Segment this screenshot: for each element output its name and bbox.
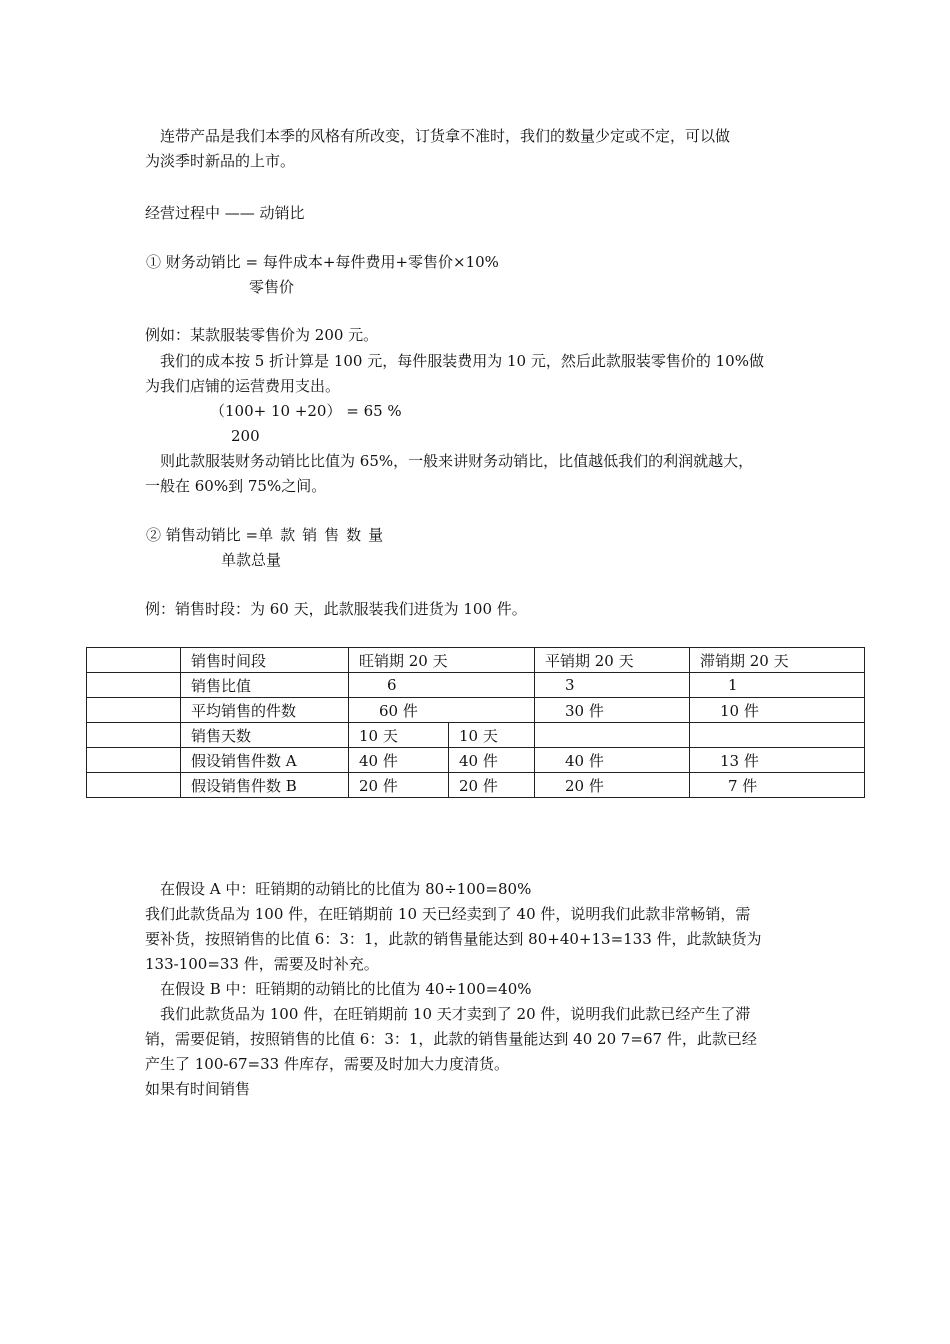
table-cell	[690, 723, 865, 748]
financial-ratio-formula-numerator: ① 财务动销比 = 每件成本+每件费用+零售价×10%	[146, 253, 499, 271]
table-row	[87, 773, 865, 798]
sales-ratio-formula-numerator	[146, 523, 390, 548]
example-1-calc-numerator: （100+ 10 +20） = 65 %	[210, 402, 402, 420]
table-cell	[87, 748, 181, 773]
intro-paragraph-line-1: 连带产品是我们本季的风格有所改变，订货拿不准时，我们的数量少定或不定，可以做	[160, 127, 731, 145]
table-row	[87, 723, 865, 748]
table-cell: 20 件	[349, 773, 449, 798]
table-cell: 3	[535, 673, 690, 698]
table-cell: 7 件	[690, 773, 865, 798]
table-cell	[535, 723, 690, 748]
table-cell: 平均销售的件数	[181, 698, 349, 723]
example-1-line-5: 一般在 60%到 75%之间。	[145, 477, 327, 495]
table-cell: 销售比值	[181, 673, 349, 698]
table-cell	[87, 773, 181, 798]
sales-ratio-formula-prefix: ② 销售动销比 =	[146, 526, 259, 544]
example-1-line-2: 我们的成本按 5 折计算是 100 元，每件服装费用为 10 元，然后此款服装零售价的 10%做	[160, 352, 764, 370]
section-heading: 经营过程中 —— 动销比	[145, 204, 305, 222]
financial-ratio-formula-denominator: 零售价	[249, 278, 295, 296]
analysis-line-1: 在假设 A 中：旺销期的动销比的比值为 80÷100=80%	[160, 880, 532, 898]
table-cell: 40 件	[449, 748, 535, 773]
sales-ratio-table	[86, 647, 865, 798]
sales-ratio-formula-denominator: 单款总量	[221, 551, 282, 569]
table-cell: 40 件	[349, 748, 449, 773]
example-1-line-1: 例如：某款服装零售价为 200 元。	[145, 326, 379, 344]
table-cell: 假设销售件数 B	[181, 773, 349, 798]
table-cell	[87, 698, 181, 723]
analysis-line-3: 要补货，按照销售的比值 6：3：1，此款的销售量能达到 80+40+13=133 件，此款缺货为	[145, 930, 762, 948]
table-cell	[87, 648, 181, 673]
table-cell: 30 件	[535, 698, 690, 723]
intro-paragraph-line-2: 为淡季时新品的上市。	[145, 152, 296, 170]
table-cell: 销售天数	[181, 723, 349, 748]
analysis-line-6: 我们此款货品为 100 件，在旺销期前 10 天才卖到了 20 件，说明我们此款已经产生了滞	[160, 1005, 751, 1023]
table-row	[87, 698, 865, 723]
table-cell: 滞销期 20 天	[690, 648, 865, 673]
table-cell: 20 件	[449, 773, 535, 798]
sales-ratio-formula-numerator-text: 单款销售数量	[258, 526, 391, 544]
example-1-calc-denominator: 200	[231, 427, 260, 445]
table-row	[87, 648, 865, 673]
table-cell: 旺销期 20 天	[349, 648, 535, 673]
table-cell: 1	[690, 673, 865, 698]
analysis-line-9: 如果有时间销售	[145, 1080, 251, 1098]
table-cell	[87, 673, 181, 698]
table-cell: 20 件	[535, 773, 690, 798]
table-cell: 10 件	[690, 698, 865, 723]
table-cell: 40 件	[535, 748, 690, 773]
table-cell: 60 件	[349, 698, 535, 723]
table-row	[87, 748, 865, 773]
table-cell	[87, 723, 181, 748]
table-cell: 6	[349, 673, 535, 698]
table-row	[87, 673, 865, 698]
analysis-line-4: 133-100=33 件，需要及时补充。	[145, 955, 379, 973]
table-cell: 平销期 20 天	[535, 648, 690, 673]
table-cell: 假设销售件数 A	[181, 748, 349, 773]
table-cell: 10 天	[349, 723, 449, 748]
table-cell: 销售时间段	[181, 648, 349, 673]
table-cell: 13 件	[690, 748, 865, 773]
example-1-line-4: 则此款服装财务动销比比值为 65%，一般来讲财务动销比，比值越低我们的利润就越大，	[160, 452, 754, 470]
table-cell: 10 天	[449, 723, 535, 748]
analysis-line-2: 我们此款货品为 100 件，在旺销期前 10 天已经卖到了 40 件，说明我们此款非常畅销，需	[145, 905, 751, 923]
analysis-line-8: 产生了 100-67=33 件库存，需要及时加大力度清货。	[145, 1055, 509, 1073]
analysis-line-5: 在假设 B 中：旺销期的动销比的比值为 40÷100=40%	[160, 980, 532, 998]
analysis-line-7: 销，需要促销，按照销售的比值 6：3：1，此款的销售量能达到 40 20 7=67 件，此款已经	[145, 1030, 757, 1048]
example-1-line-3: 为我们店铺的运营费用支出。	[145, 377, 341, 395]
example-2-line: 例：销售时段：为 60 天，此款服装我们进货为 100 件。	[145, 600, 527, 618]
